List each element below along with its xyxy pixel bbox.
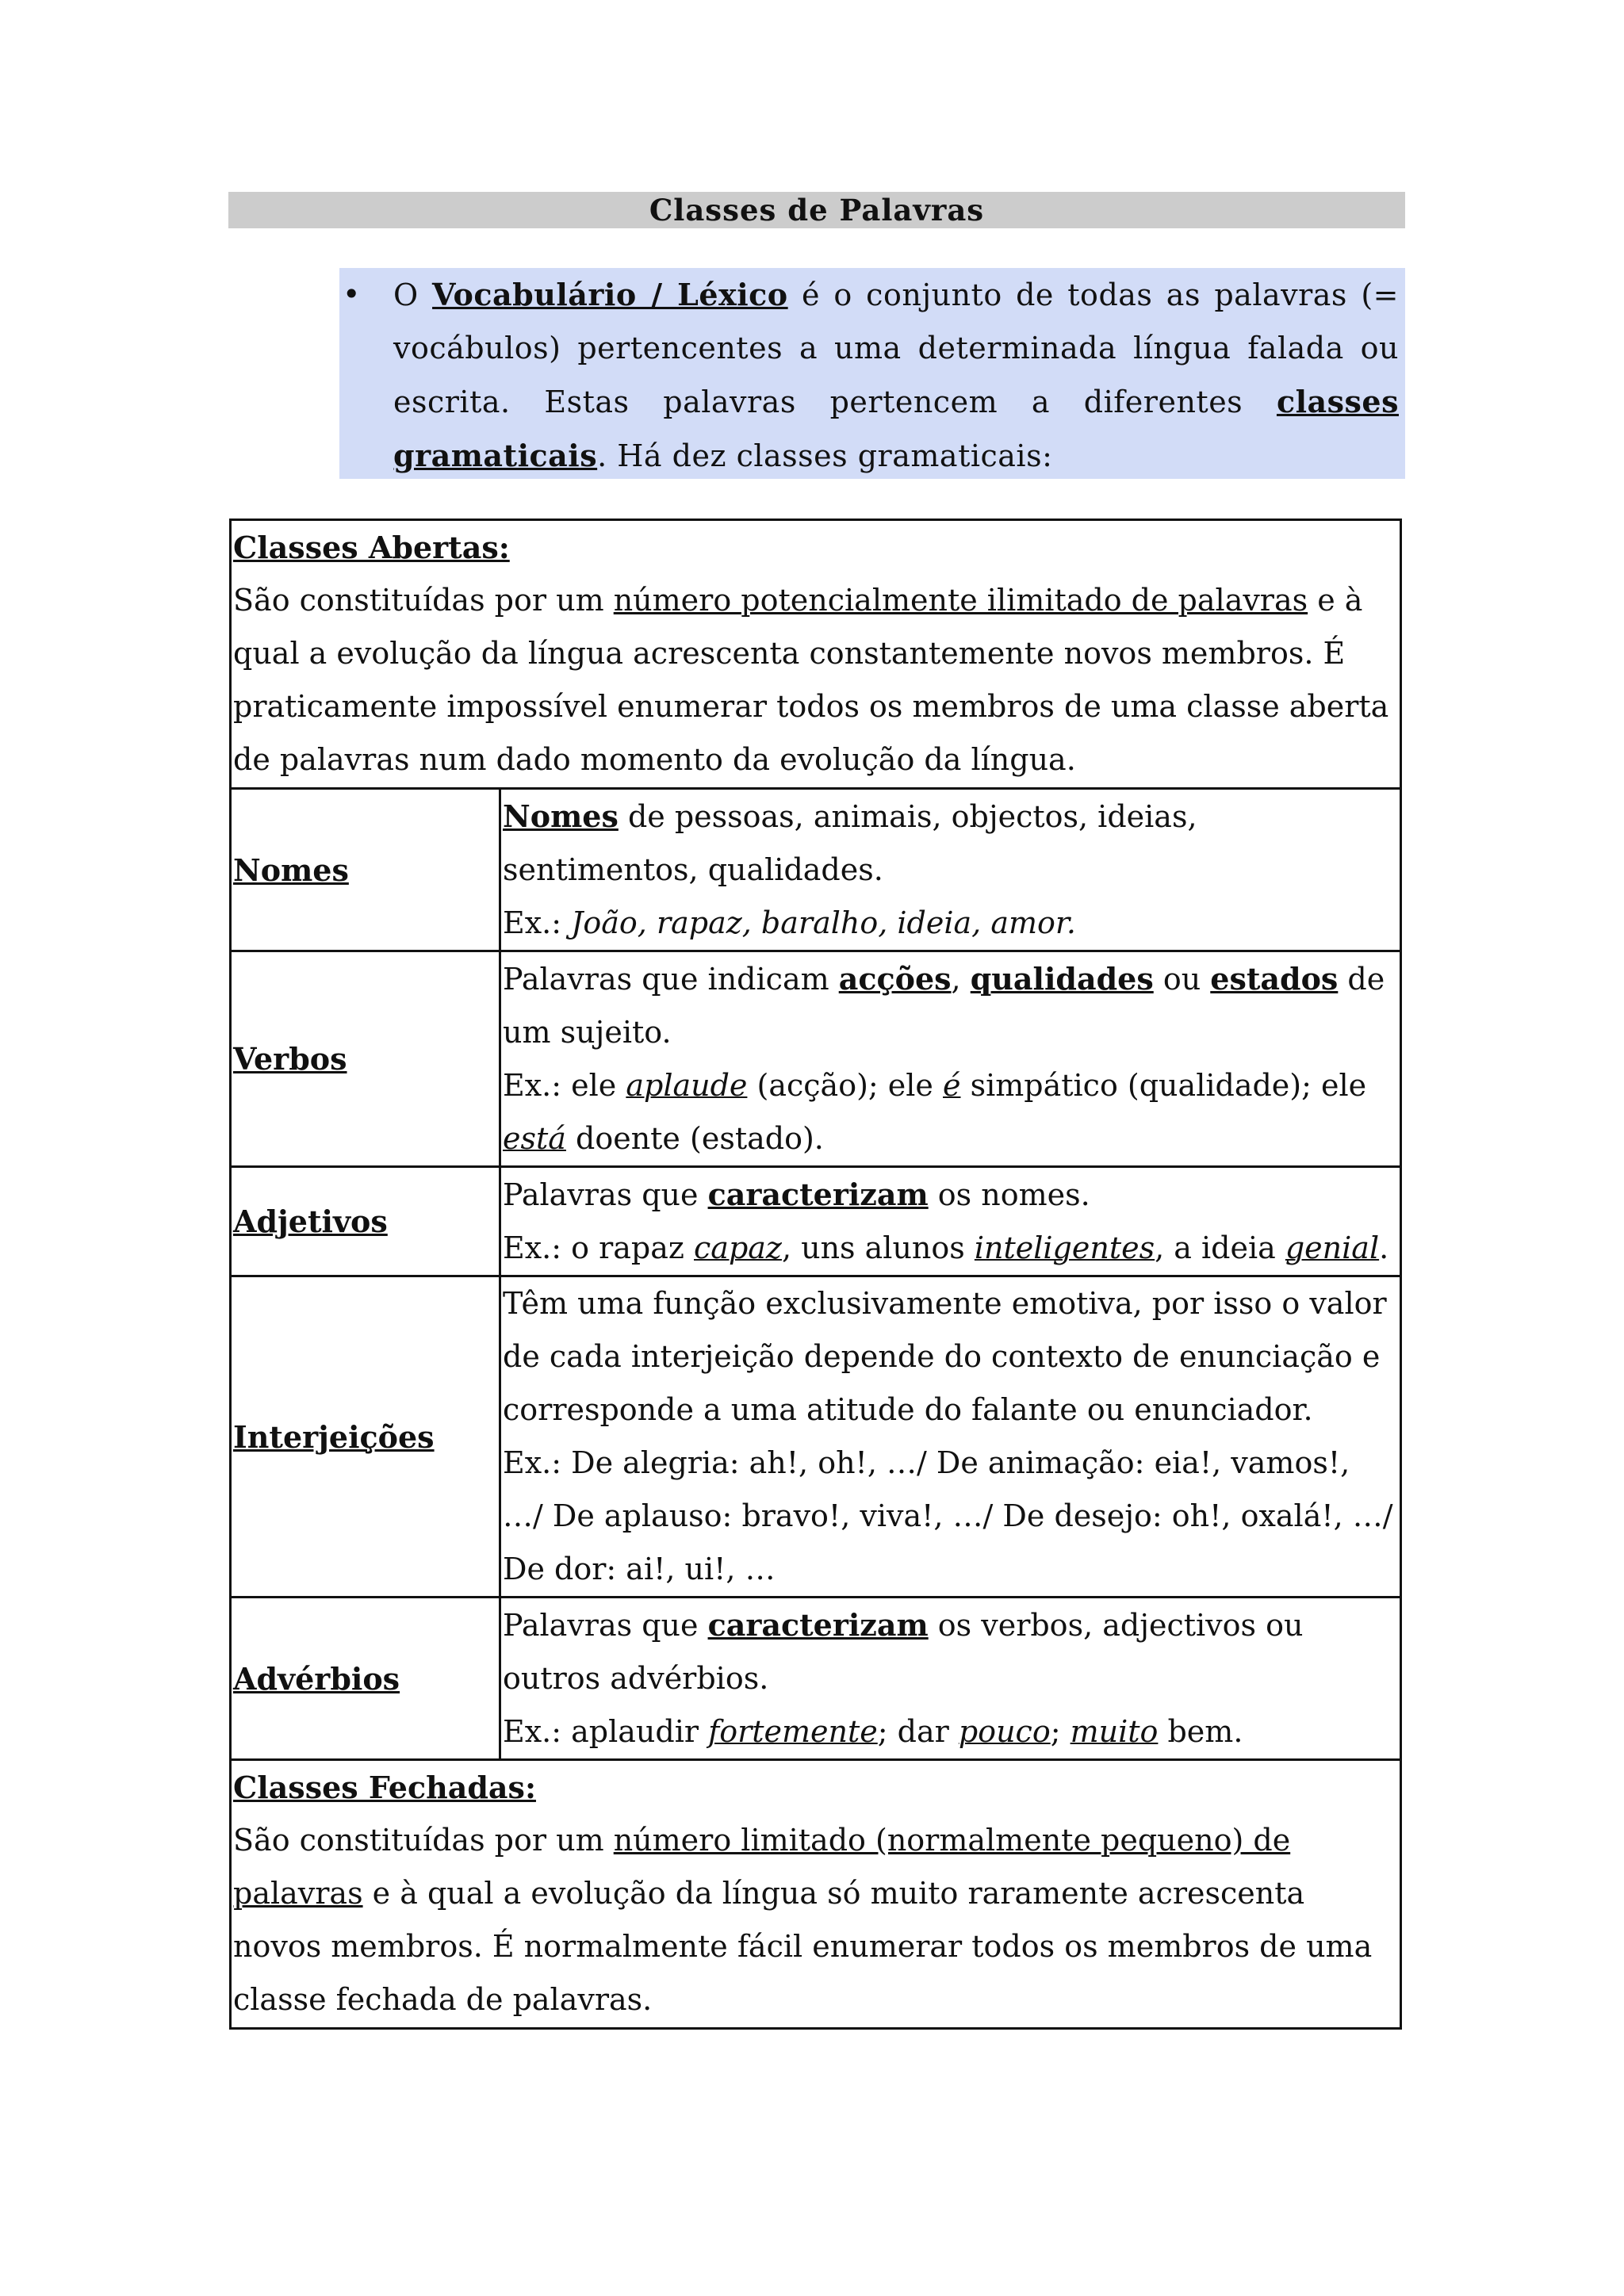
intro-text [393, 268, 1399, 483]
text-part: doente (estado). [565, 1121, 824, 1156]
example-word: fortemente [708, 1714, 878, 1749]
text-part: de um sujeito. [503, 962, 1385, 1050]
text-part: Ex.: aplaudir [503, 1714, 709, 1749]
bullet-icon: • [343, 277, 361, 312]
bold-term: caracterizam [707, 1607, 929, 1643]
example-word: inteligentes [974, 1230, 1155, 1265]
class-desc-nomes [500, 789, 1401, 951]
word-classes-table [229, 519, 1402, 2030]
class-row-nomes [231, 789, 1401, 951]
underlined-phrase: número limitado (normalmente pequeno) de palavras [233, 1823, 1291, 1911]
class-desc-verbos [500, 951, 1401, 1167]
intro-text-part: O [393, 277, 433, 312]
example-word: capaz [694, 1230, 782, 1265]
text-part: Palavras que [503, 1608, 708, 1643]
text-part: , uns alunos [781, 1230, 975, 1265]
text-part: ; dar [877, 1714, 959, 1749]
text-part: simpático (qualidade); ele [960, 1068, 1367, 1103]
text-part: e à qual a evolução da língua só muito raramente acrescenta novos membros. É normalmente fácil enumerar todos os membros de uma classe fechada de palavras. [233, 1876, 1373, 2017]
class-row-adverbios [231, 1598, 1401, 1760]
intro-box [339, 268, 1405, 479]
example-word: pouco [958, 1714, 1051, 1749]
closed-classes-heading: Classes Fechadas: [233, 1770, 536, 1805]
open-classes-cell [231, 520, 1401, 789]
page-title: Classes de Palavras [228, 192, 1405, 228]
bold-term: qualidades [970, 961, 1154, 997]
closed-classes-text [233, 1814, 1398, 2026]
text-part: os verbos, adjectivos ou outros advérbios. [503, 1608, 1304, 1696]
text-part: Têm uma função exclusivamente emotiva, por isso o valor de cada interjeição depende do contexto de enunciação e corresponde a uma atitude do falante ou enunciador. [503, 1286, 1387, 1427]
text-part: São constituídas por um [233, 1823, 614, 1858]
example-word: está [503, 1121, 566, 1156]
text-part: Ex.: ele [503, 1068, 626, 1103]
intro-text-part: . Há dez classes gramaticais: [597, 438, 1053, 473]
class-desc-adverbios [500, 1598, 1401, 1760]
class-row-adjetivos [231, 1167, 1401, 1276]
text-part: os nomes. [928, 1177, 1090, 1212]
text-part: (acção); ele [747, 1068, 943, 1103]
open-classes-row [231, 520, 1401, 789]
text-part: . [1379, 1230, 1389, 1265]
closed-classes-cell [231, 1760, 1401, 2029]
class-label-interjeicoes: Interjeições [231, 1276, 500, 1598]
text-part: bem. [1158, 1714, 1243, 1749]
open-classes-text [233, 574, 1398, 786]
text-part: e à qual a evolução da língua acrescenta constantemente novos membros. É praticamente impossível enumerar todos os membros de uma classe aberta de palavras num dado momento da evolução da língua. [233, 583, 1389, 777]
intro-text-part: é o conjunto de todas as palavras (= vocábulos) pertencentes a uma determinada língua falada ou escrita. Estas palavras pertencem a diferentes [393, 277, 1399, 419]
text-part: Palavras que indicam [503, 962, 839, 997]
text-part: São constituídas por um [233, 583, 614, 618]
text-part: , [951, 962, 971, 997]
intro-classes-term: classes gramaticais [393, 384, 1399, 473]
class-label-verbos: Verbos [231, 951, 500, 1167]
text-part: Palavras que [503, 1177, 708, 1212]
bold-term: estados [1210, 961, 1339, 997]
text-part: de pessoas, animais, objectos, ideias, sentimentos, qualidades. [503, 799, 1197, 887]
bold-term: acções [838, 961, 952, 997]
text-part: ; [1050, 1714, 1071, 1749]
class-row-verbos [231, 951, 1401, 1167]
text-part: Ex.: o rapaz [503, 1230, 694, 1265]
example-text: João, rapaz, baralho, ideia, amor. [571, 905, 1076, 940]
class-row-interjeicoes [231, 1276, 1401, 1598]
class-label-adjetivos: Adjetivos [231, 1167, 500, 1276]
bold-term: Nomes [503, 798, 619, 834]
underlined-phrase: número potencialmente ilimitado de palavras [613, 583, 1308, 618]
intro-vocab-term: Vocabulário / Léxico [432, 277, 788, 312]
open-classes-heading: Classes Abertas: [233, 530, 510, 565]
class-label-nomes: Nomes [231, 789, 500, 951]
example-text: Ex.: De alegria: ah!, oh!, …/ De animação: eia!, vamos!, …/ De aplauso: bravo!, viva!, …/ De desejo: oh!, oxalá!, …/ De dor: ai!, ui!, … [503, 1445, 1393, 1586]
bold-term: caracterizam [707, 1177, 929, 1212]
example-word: muito [1070, 1714, 1159, 1749]
text-part: , a ideia [1155, 1230, 1285, 1265]
example-prefix: Ex.: [503, 905, 572, 940]
class-desc-adjetivos [500, 1167, 1401, 1276]
class-desc-interjeicoes [500, 1276, 1401, 1598]
text-part: ou [1153, 962, 1211, 997]
example-word: é [943, 1068, 961, 1103]
class-label-adverbios: Advérbios [231, 1598, 500, 1760]
closed-classes-row [231, 1760, 1401, 2029]
example-word: genial [1285, 1230, 1380, 1265]
example-word: aplaude [626, 1068, 748, 1103]
